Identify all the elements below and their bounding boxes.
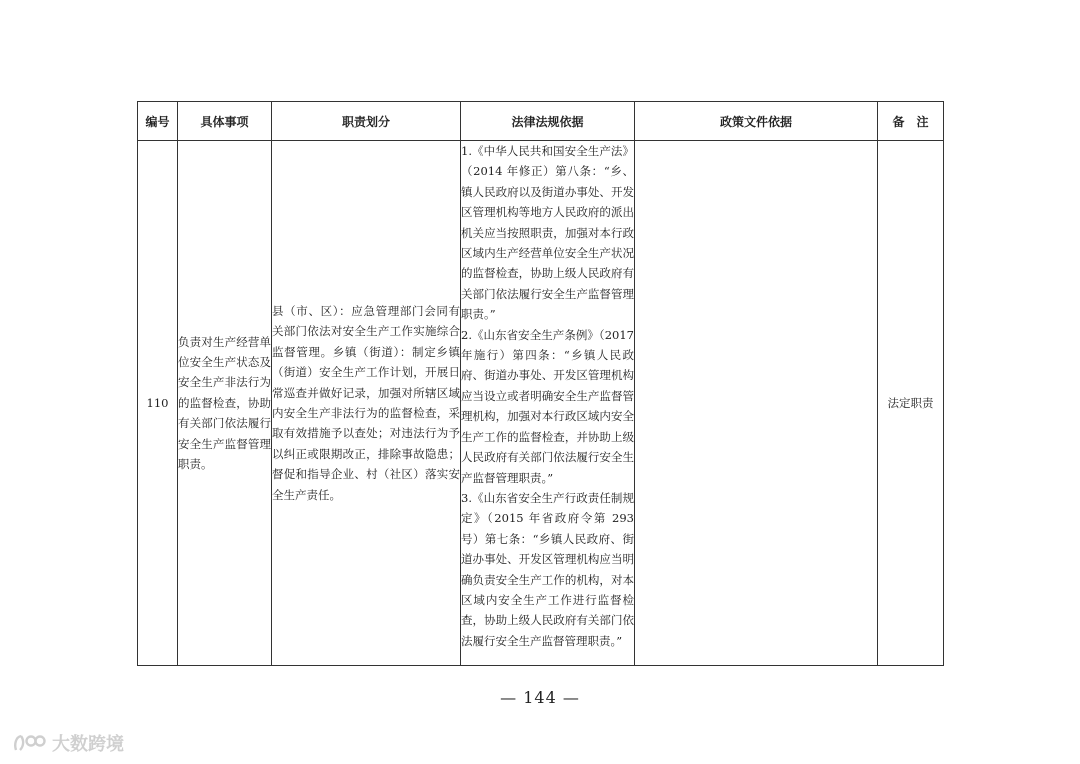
duty-table — [137, 101, 944, 666]
header-duty: 职责划分 — [272, 102, 461, 141]
law-clause-3: 3.《山东省安全生产行政责任制规定》（2015 年省政府令第 293 号）第七条：“乡镇人民政府、街道办事处、开发区管理机构应当明确负责安全生产工作的机构，对本区域内安全生产工作进行监督检查，协助上级人民政府有关部门依法履行安全生产监督管理职责。” — [461, 490, 634, 648]
header-number: 编号 — [138, 102, 178, 141]
table-header-row — [138, 102, 944, 141]
header-note: 备 注 — [878, 102, 944, 141]
watermark-logo-icon — [12, 732, 46, 754]
row-law — [461, 141, 635, 666]
header-item: 具体事项 — [178, 102, 272, 141]
watermark-text: 大数跨境 — [52, 734, 124, 755]
law-clause-2: 2.《山东省安全生产条例》（2017 年施行）第四条：“乡镇人民政府、街道办事处、开发区管理机构应当设立或者明确安全生产监督管理机构，加强对本行政区域内安全生产工作的监督检查，并协助上级人民政府有关部门依法履行安全生产监督管理职责。” — [461, 327, 634, 485]
watermark — [12, 730, 124, 756]
table-row — [138, 141, 944, 666]
header-policy: 政策文件依据 — [635, 102, 878, 141]
row-policy — [635, 141, 878, 666]
law-clause-1: 1.《中华人民共和国安全生产法》（2014 年修正）第八条：“乡、镇人民政府以及街道办事处、开发区管理机构等地方人民政府的派出机关应当按照职责，加强对本行政区域内生产经营单位安全生产状况的监督检查，协助上级人民政府有关部门依法履行安全生产监督管理职责。” — [461, 144, 634, 322]
row-number: 110 — [138, 141, 178, 666]
row-item: 负责对生产经营单位安全生产状态及安全生产非法行为的监督检查，协助有关部门依法履行安全生产监督管理职责。 — [178, 141, 272, 666]
row-duty: 县（市、区）：应急管理部门会同有关部门依法对安全生产工作实施综合监督管理。乡镇（街道）：制定乡镇（街道）安全生产工作计划，开展日常巡查并做好记录，加强对所辖区域内安全生产非法行为的监督检查，采取有效措施予以查处；对违法行为予以纠正或限期改正，排除事故隐患；督促和指导企业、村（社区）落实安全生产责任。 — [272, 141, 461, 666]
row-note: 法定职责 — [878, 141, 944, 666]
header-law: 法律法规依据 — [461, 102, 635, 141]
page-number: — 144 — — [500, 688, 580, 707]
